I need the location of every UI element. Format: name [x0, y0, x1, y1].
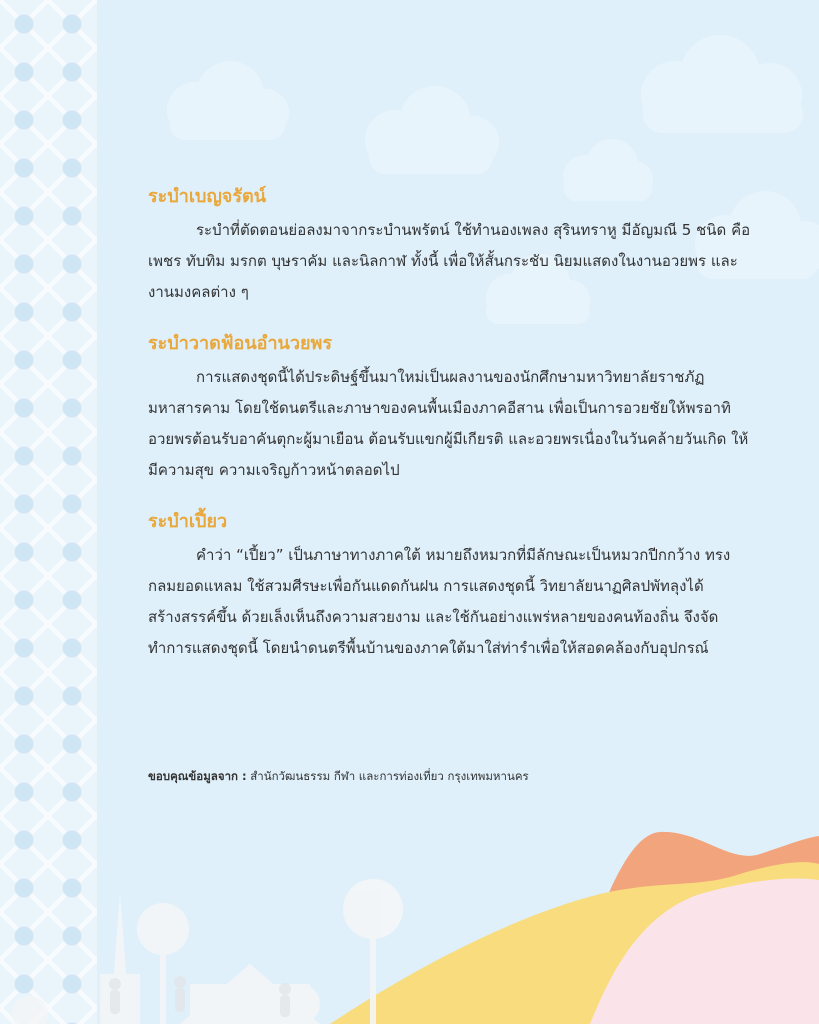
cloud-decoration: [625, 30, 810, 140]
section-body: ระบำที่ตัดตอนย่อลงมาจากระบำนพรัตน์ ใช้ทำนองเพลง สุรินทราหู มีอัญมณี 5 ชนิด คือ เพชร ทับทิม มรกต บุษราคัม และนิลกาฬ ทั้งนี้ เพื่อให้สั้นกระชับ นิยมแสดงในงานอวยพร และงานมงคลต่าง ๆ: [148, 221, 751, 301]
credit-line: [148, 766, 708, 786]
temple-silhouette: [0, 854, 420, 1024]
section-title: ระบำเบญจรัตน์: [148, 186, 266, 207]
section-body: คำว่า “เปี้ยว” เป็นภาษาทางภาคใต้ หมายถึงหมวกที่มีลักษณะเป็นหมวกปีกกว้าง ทรงกลมยอดแหลม ใช้สวมศีรษะเพื่อกันแดดกันฝน การแสดงชุดนี้ วิทยาลัยนาฏศิลปพัทลุงได้สร้างสรรค์ขึ้น ด้วยเล็งเห็นถึงความสวยงาม และใช้กันอย่างแพร่หลายของคนท้องถิ่น จึงจัดทำการแสดงชุดนี้ โดยนำดนตรีพื้นบ้านของภาคใต้มาใส่ท่ารำเพื่อให้สอดคล้องกับอุปกรณ์: [148, 546, 731, 657]
section-benjarat: [148, 183, 758, 308]
credit-label: ขอบคุณข้อมูลจาก :: [148, 769, 247, 783]
section-piao: [148, 508, 758, 664]
section-title: ระบำเปี้ยว: [148, 511, 228, 532]
credit-source: สำนักวัฒนธรรม กีฬา และการท่องเที่ยว กรุงเทพมหานคร: [250, 769, 529, 783]
article-content: [148, 183, 758, 686]
cloud-decoration: [355, 80, 505, 180]
cloud-decoration: [150, 55, 300, 145]
section-wadfon: [148, 330, 758, 486]
section-title: ระบำวาดฟ้อนอำนวยพร: [148, 333, 333, 354]
section-body: การแสดงชุดนี้ได้ประดิษฐ์ขึ้นมาใหม่เป็นผลงานของนักศึกษามหาวิทยาลัยราชภัฏมหาสารคาม โดยใช้ดนตรีและภาษาของคนพื้นเมืองภาคอีสาน เพื่อเป็นการอวยชัยให้พรอาทิ อวยพรต้อนรับอาคันตุกะผู้มาเยือน ต้อนรับแขกผู้มีเกียรติ และอวยพรเนื่องในวันคล้ายวันเกิด ให้มีความสุข ความเจริญก้าวหน้าตลอดไป: [148, 368, 749, 479]
